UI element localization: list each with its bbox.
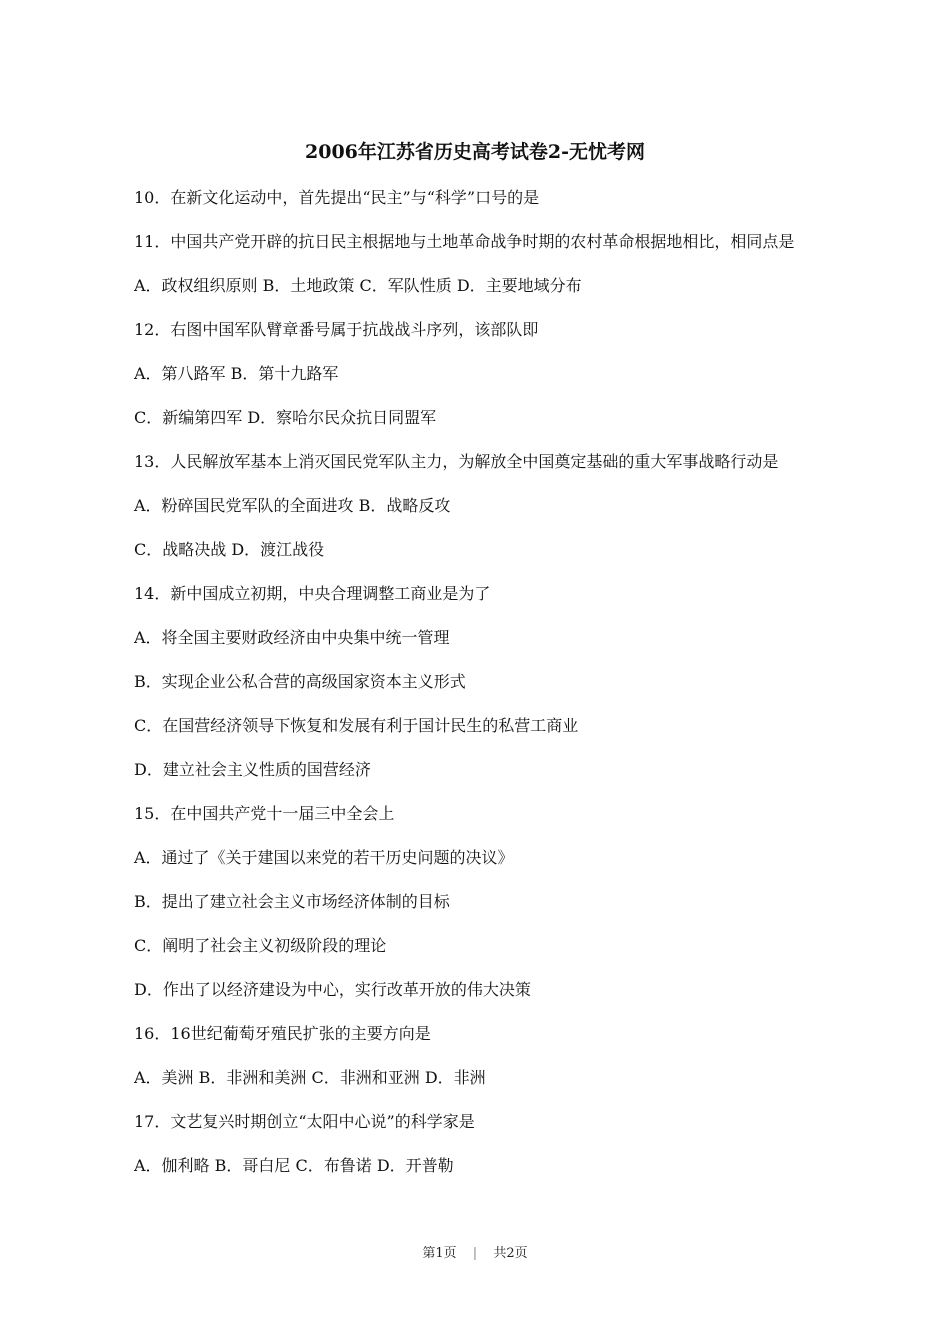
question-15-option-d: D．作出了以经济建设为中心，实行改革开放的伟大决策	[134, 980, 531, 999]
question-11-options: A．政权组织原则 B．土地政策 C．军队性质 D．主要地域分布	[134, 276, 582, 295]
question-16: 16．16世纪葡萄牙殖民扩张的主要方向是	[134, 1024, 431, 1043]
page-number-current: 第1页	[422, 1246, 457, 1261]
question-15-option-b: B．提出了建立社会主义市场经济体制的目标	[134, 892, 450, 911]
document-title: 2006年江苏省历史高考试卷2-无忧考网	[305, 141, 645, 163]
question-12-options-ab: A．第八路军 B．第十九路军	[134, 364, 339, 383]
question-13: 13．人民解放军基本上消灭国民党军队主力，为解放全中国奠定基础的重大军事战略行动是	[134, 452, 779, 471]
question-14: 14．新中国成立初期，中央合理调整工商业是为了	[134, 584, 491, 603]
question-10: 10．在新文化运动中，首先提出“民主”与“科学”口号的是	[134, 188, 540, 207]
question-13-options-ab: A．粉碎国民党军队的全面进攻 B．战略反攻	[134, 496, 451, 515]
question-17-options: A．伽利略 B．哥白尼 C．布鲁诺 D．开普勒	[134, 1156, 454, 1175]
question-14-option-d: D．建立社会主义性质的国营经济	[134, 760, 371, 779]
question-16-options: A．美洲 B．非洲和美洲 C．非洲和亚洲 D．非洲	[134, 1068, 486, 1087]
question-17: 17．文艺复兴时期创立“太阳中心说”的科学家是	[134, 1112, 475, 1131]
question-12: 12．右图中国军队臂章番号属于抗战战斗序列，该部队即	[134, 320, 539, 339]
question-14-option-c: C．在国营经济领导下恢复和发展有利于国计民生的私营工商业	[134, 716, 579, 735]
footer-separator: |	[472, 1246, 478, 1261]
question-14-option-a: A．将全国主要财政经济由中央集中统一管理	[134, 628, 450, 647]
page-footer	[0, 1244, 950, 1264]
question-13-options-cd: C．战略决战 D．渡江战役	[134, 540, 325, 559]
question-11: 11．中国共产党开辟的抗日民主根据地与土地革命战争时期的农村革命根据地相比，相同点是	[134, 232, 795, 251]
document-body	[134, 186, 824, 1198]
question-15-option-a: A．通过了《关于建国以来党的若干历史问题的决议》	[134, 848, 514, 867]
page-number-total: 共2页	[493, 1246, 528, 1261]
question-12-options-cd: C．新编第四军 D．察哈尔民众抗日同盟军	[134, 408, 437, 427]
question-14-option-b: B．实现企业公私合营的高级国家资本主义形式	[134, 672, 466, 691]
question-15: 15．在中国共产党十一届三中全会上	[134, 804, 395, 823]
question-15-option-c: C．阐明了社会主义初级阶段的理论	[134, 936, 387, 955]
